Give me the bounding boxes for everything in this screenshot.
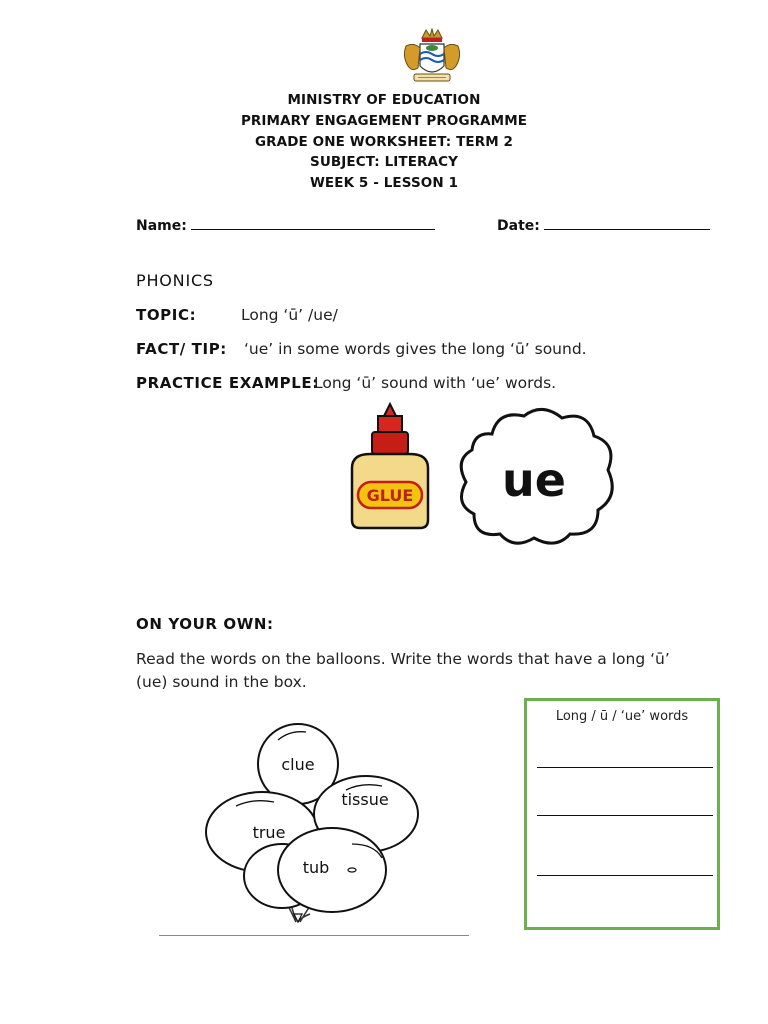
topic-label: TOPIC: [136,306,197,324]
balloon-word-true: true [252,823,286,842]
balloon-word-tub: tub [302,858,330,877]
answer-line-3[interactable] [537,875,713,876]
lesson-heading: WEEK 5 - LESSON 1 [309,175,459,191]
answer-line-2[interactable] [537,815,713,816]
instruction-line-1: Read the words on the balloons. Write the words that have a long ‘ū’ [136,650,670,668]
programme-heading: PRIMARY ENGAGEMENT PROGRAMME [240,113,528,129]
balloon-word-tissue: tissue [341,790,389,809]
fact-value: ‘ue’ in some words gives the long ‘ū’ sound. [244,340,587,358]
name-blank[interactable] [191,215,435,230]
glue-bottle-image [340,402,440,532]
cloud-text: ue [502,453,566,507]
ministry-heading: MINISTRY OF EDUCATION [287,92,481,108]
answer-box[interactable] [524,698,720,930]
balloons-image [150,718,480,940]
cloud-image [452,404,622,548]
on-your-own-label: ON YOUR OWN: [136,615,274,633]
date-label: Date: [497,218,540,234]
subject-heading: SUBJECT: LITERACY [310,154,458,170]
coat-of-arms-logo [400,28,464,88]
fact-label: FACT/ TIP: [136,340,227,358]
name-label: Name: [136,218,187,234]
name-field[interactable] [136,215,435,235]
topic-value: Long ‘ū’ /ue/ [241,306,338,324]
date-blank[interactable] [544,215,710,230]
practice-label: PRACTICE EXAMPLE: [136,374,319,392]
instruction-line-2: (ue) sound in the box. [136,673,307,691]
date-field[interactable] [497,215,710,235]
balloons-baseline [159,935,469,936]
practice-value: Long ‘ū’ sound with ‘ue’ words. [314,374,557,392]
glue-label-text: GLUE [366,486,414,505]
answer-line-1[interactable] [537,767,713,768]
answer-box-title: Long / ū / ‘ue’ words [555,709,689,724]
worksheet-heading: GRADE ONE WORKSHEET: TERM 2 [254,134,514,150]
section-title: PHONICS [136,271,214,290]
balloon-word-clue: clue [281,755,315,774]
